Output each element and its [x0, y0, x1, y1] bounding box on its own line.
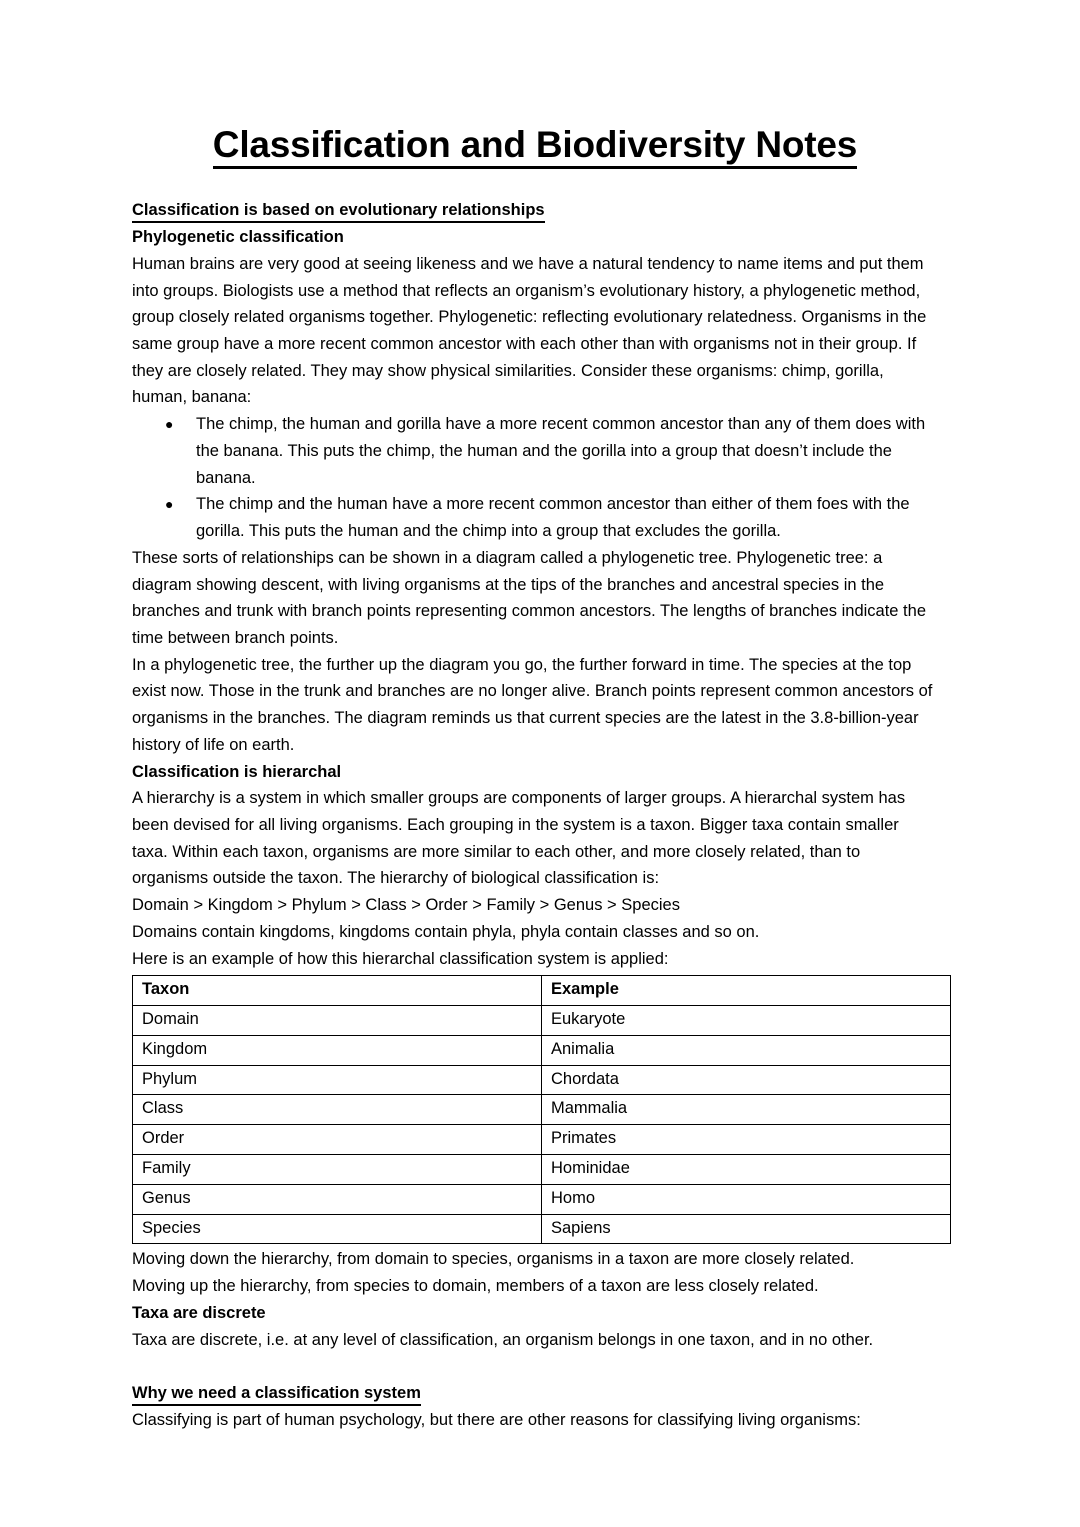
table-row — [133, 1125, 951, 1155]
paragraph-spacer — [132, 1353, 938, 1380]
paragraph-phylogenetic-tree-time: In a phylogenetic tree, the further up the diagram you go, the further forward in time. The species at the top exist now. Those in the trunk and branches are no longer alive. Branch points represent common ancestors of organisms in the branches. The diagram reminds us that current species are the latest in the 3.8-billion-year history of life on earth. — [132, 655, 933, 754]
table-row — [133, 1095, 951, 1125]
subheading-phylogenetic-classification: Phylogenetic classification — [132, 228, 344, 247]
table-cell-example: Eukaryote — [542, 1006, 951, 1036]
paragraph-phylogenetic-intro: Human brains are very good at seeing likeness and we have a natural tendency to name items and put them into groups. Biologists use a method that reflects an organism’s evolutionary history, a phylogenetic method, group closely related organisms together. Phylogenetic: reflecting evolutionary relatedness. Organisms in the same group have a more recent common ancestor with each other than with organisms not in their group. If they are closely related. They may show physical similarities. Consider these organisms: chimp, gorilla, human, banana: — [132, 254, 927, 407]
table-row — [133, 1155, 951, 1185]
table-header-row — [133, 976, 951, 1006]
table-header-taxon: Taxon — [133, 976, 542, 1006]
table-cell-example: Sapiens — [542, 1214, 951, 1244]
domains-contain-line: Domains contain kingdoms, kingdoms contain phyla, phyla contain classes and so on. — [132, 922, 760, 941]
table-cell-example: Mammalia — [542, 1095, 951, 1125]
section-heading-why-classification-system: Why we need a classification system — [132, 1380, 938, 1407]
table-cell-taxon: Order — [133, 1125, 542, 1155]
table-cell-taxon: Genus — [133, 1184, 542, 1214]
paragraph-phylogenetic-tree-definition: These sorts of relationships can be shown in a diagram called a phylogenetic tree. Phylogenetic tree: a diagram showing descent, with living organisms at the tips of the branches and ancestral species in the branches and trunk with branch points representing common ancestors. The lengths of branches indicate the time between branch points. — [132, 548, 926, 647]
table-cell-example: Hominidae — [542, 1155, 951, 1185]
list-item — [132, 411, 938, 491]
table-cell-taxon: Class — [133, 1095, 542, 1125]
table-cell-taxon: Domain — [133, 1006, 542, 1036]
paragraph-why-classify: Classifying is part of human psychology, but there are other reasons for classifying living organisms: — [132, 1411, 861, 1430]
table-intro-line: Here is an example of how this hierarchal classification system is applied: — [132, 949, 669, 968]
bullet-point-icon: ● — [165, 416, 174, 433]
page-title-text: Classification and Biodiversity Notes — [213, 124, 857, 169]
table-cell-taxon: Kingdom — [133, 1035, 542, 1065]
table-cell-taxon: Phylum — [133, 1065, 542, 1095]
bullet-point-icon: ● — [165, 496, 174, 513]
paragraph-moving-down-hierarchy: Moving down the hierarchy, from domain to species, organisms in a taxon are more closely related. — [132, 1250, 855, 1269]
list-item-text: The chimp, the human and gorilla have a more recent common ancestor than any of them does with the banana. This puts the chimp, the human and the gorilla into a group that doesn’t include the banana. — [196, 415, 926, 487]
table-cell-taxon: Species — [133, 1214, 542, 1244]
hierarchy-sequence-line: Domain > Kingdom > Phylum > Class > Order > Family > Genus > Species — [132, 896, 680, 915]
table-cell-example: Animalia — [542, 1035, 951, 1065]
table-row — [133, 1214, 951, 1244]
list-item — [132, 491, 938, 544]
paragraph-moving-up-hierarchy: Moving up the hierarchy, from species to domain, members of a taxon are less closely related. — [132, 1277, 819, 1296]
subheading-taxa-are-discrete: Taxa are discrete — [132, 1303, 266, 1322]
bullet-list-ancestors — [132, 411, 938, 545]
table-cell-taxon: Family — [133, 1155, 542, 1185]
table-row — [133, 1065, 951, 1095]
table-row — [133, 1006, 951, 1036]
taxon-example-table — [132, 975, 951, 1244]
paragraph-hierarchy-explanation: A hierarchy is a system in which smaller groups are components of larger groups. A hierarchal system has been devised for all living organisms. Each grouping in the system is a taxon. Bigger taxa contain smaller taxa. Within each taxon, organisms are more similar to each other, and more closely related, than to organisms outside the taxon. The hierarchy of biological classification is: — [132, 789, 906, 888]
table-row — [133, 1035, 951, 1065]
page-title — [132, 124, 938, 169]
table-header-example: Example — [542, 976, 951, 1006]
table-cell-example: Homo — [542, 1184, 951, 1214]
subheading-classification-hierarchal: Classification is hierarchal — [132, 762, 342, 781]
paragraph-taxa-discrete: Taxa are discrete, i.e. at any level of classification, an organism belongs in one taxon, and in no other. — [132, 1330, 874, 1349]
section-heading-classification-evolutionary: Classification is based on evolutionary relationships — [132, 197, 938, 224]
table-cell-example: Chordata — [542, 1065, 951, 1095]
table-row — [133, 1184, 951, 1214]
list-item-text: The chimp and the human have a more recent common ancestor than either of them foes with the gorilla. This puts the human and the chimp into a group that excludes the gorilla. — [196, 495, 910, 541]
table-cell-example: Primates — [542, 1125, 951, 1155]
document-content — [132, 124, 938, 1434]
